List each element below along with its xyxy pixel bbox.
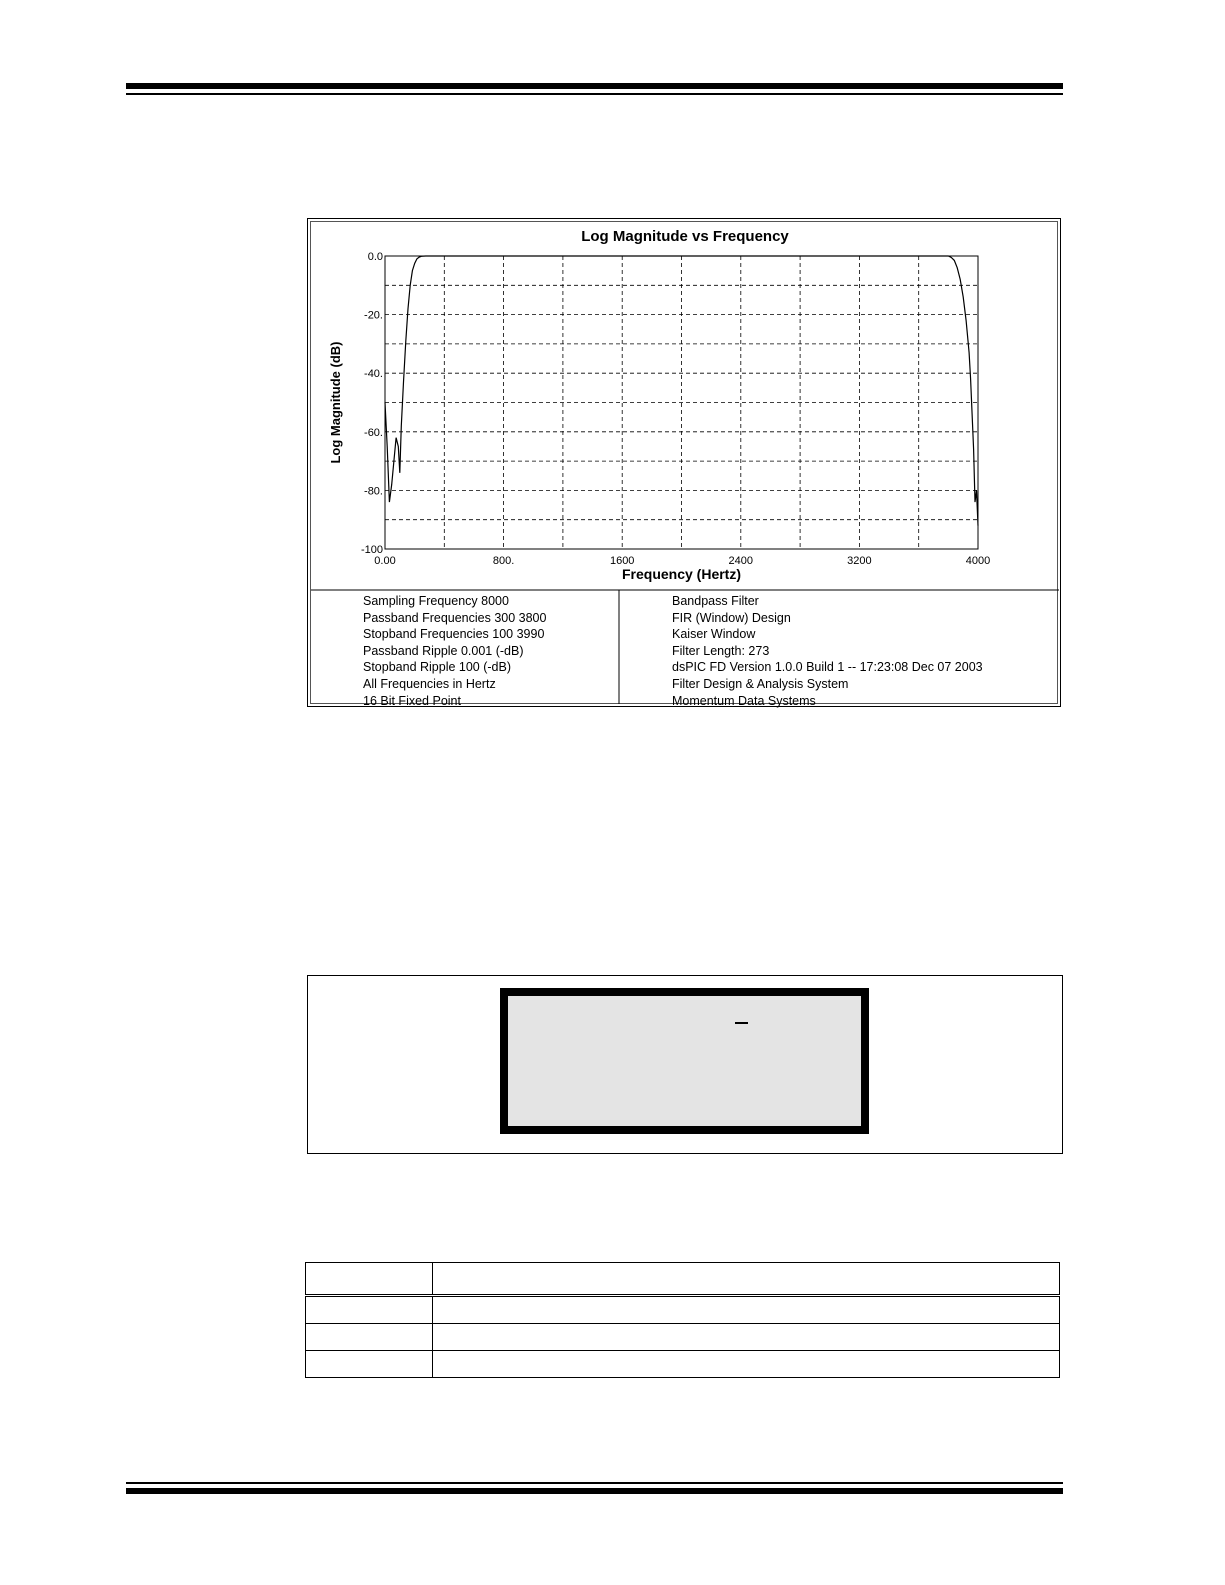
y-tick-label: -60. xyxy=(364,426,383,439)
y-tick-label: 0.0 xyxy=(367,251,383,263)
header-rule-thick xyxy=(126,83,1063,89)
table-cell xyxy=(433,1296,1060,1324)
table-row xyxy=(306,1296,1060,1324)
chart-title: Log Magnitude vs Frequency xyxy=(581,228,789,245)
table-row xyxy=(306,1324,1060,1351)
y-tick-label: -80. xyxy=(364,485,383,498)
table-cell xyxy=(306,1351,433,1378)
filter-spec-item: All Frequencies in Hertz xyxy=(363,676,496,691)
filter-spec-item: Stopband Frequencies 100 3990 xyxy=(363,627,545,642)
y-tick-labels xyxy=(361,251,383,556)
footer-rule-thick xyxy=(126,1488,1063,1494)
x-tick-label: 800. xyxy=(492,555,515,567)
x-tick-label: 0.00 xyxy=(374,555,396,567)
x-axis-label: Frequency (Hertz) xyxy=(621,566,742,582)
table-cell xyxy=(306,1263,433,1296)
x-tick-label: 3200 xyxy=(847,555,872,567)
y-axis-label: Log Magnitude (dB) xyxy=(328,341,343,464)
filter-spec-item: Sampling Frequency 8000 xyxy=(363,594,509,608)
footer-rule-thin xyxy=(126,1482,1063,1484)
filter-spec-item: Passband Ripple 0.001 (-dB) xyxy=(363,643,524,658)
x-tick-label: 4000 xyxy=(965,555,991,567)
table-header-row xyxy=(306,1263,1060,1296)
filter-spec-item: 16 Bit Fixed Point xyxy=(363,693,461,708)
table-row xyxy=(306,1351,1060,1378)
y-tick-label: -20. xyxy=(364,309,383,322)
y-tick-label: -100 xyxy=(360,544,383,556)
table-cell xyxy=(433,1263,1060,1296)
chart-grid xyxy=(385,256,978,549)
filter-spec-list xyxy=(363,593,546,709)
x-tick-label: 1600 xyxy=(609,555,635,567)
x-tick-label: 2400 xyxy=(728,555,754,567)
filter-design-info-list xyxy=(672,593,983,709)
filter-spec-item: Stopband Ripple 100 (-dB) xyxy=(363,660,512,675)
table-cell xyxy=(306,1324,433,1351)
lcd-display xyxy=(500,988,869,1134)
filter-response-figure xyxy=(307,218,1061,707)
design-info-item: Filter Length: 273 xyxy=(672,643,770,658)
table-cell xyxy=(306,1296,433,1324)
design-info-item: Momentum Data Systems xyxy=(672,693,816,708)
lcd-cursor xyxy=(735,1022,748,1024)
design-info-item: Bandpass Filter xyxy=(672,594,759,608)
table-cell xyxy=(433,1351,1060,1378)
empty-table xyxy=(305,1262,1060,1378)
design-info-item: FIR (Window) Design xyxy=(672,610,791,625)
table-cell xyxy=(433,1324,1060,1351)
header-rule-thin xyxy=(126,93,1063,95)
design-info-item: Kaiser Window xyxy=(672,627,756,642)
y-tick-label: -40. xyxy=(364,368,383,381)
filter-spec-item: Passband Frequencies 300 3800 xyxy=(363,610,547,625)
design-info-item: Filter Design & Analysis System xyxy=(672,676,849,691)
design-info-item: dsPIC FD Version 1.0.0 Build 1 -- 17:23:08 Dec 07 2003 xyxy=(672,660,983,675)
